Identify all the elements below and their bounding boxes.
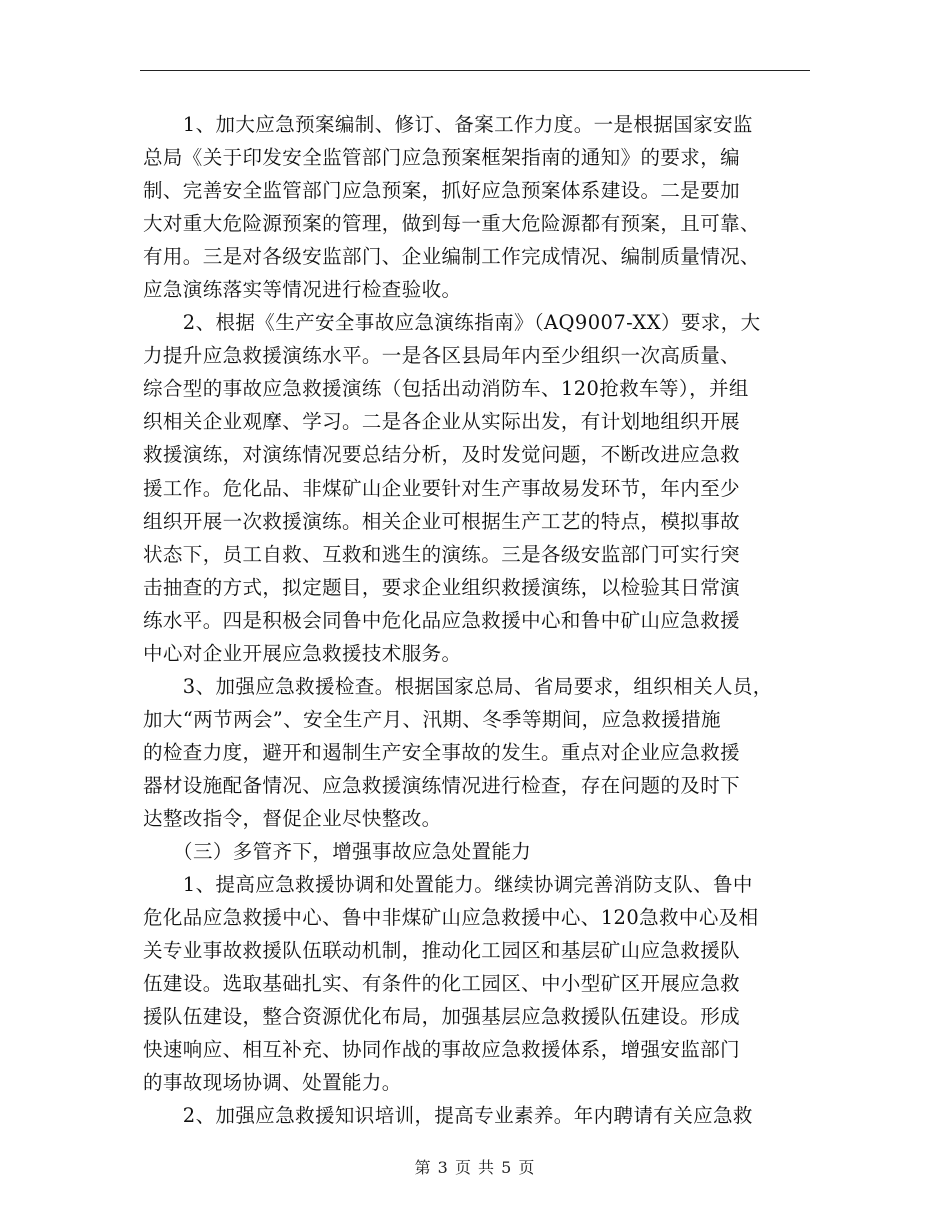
text-line: 达整改指令，督促企业尽快整改。 [143,806,442,830]
text-line: 击抽查的方式，拟定题目，要求企业组织救援演练，以检验其日常演 [143,575,741,599]
text-line: 1、加大应急预案编制、修订、备案工作力度。一是根据国家安监 [143,113,753,136]
text-line: 援队伍建设，整合资源优化布局，加强基层应急救援队伍建设。形成 [143,1005,741,1029]
text-line: 应急演练落实等情况进行检查验收。 [143,278,462,302]
text-line: 3、加强应急救援检查。根据国家总局、省局要求，组织相关人员， [143,674,773,698]
text-line: 的检查力度，避开和遏制生产安全事故的发生。重点对企业应急救援 [143,740,741,764]
text-line: 状态下，员工自救、互救和逃生的演练。三是各级安监部门可实行突 [143,542,741,566]
text-line: 组织开展一次救援演练。相关企业可根据生产工艺的特点，模拟事故 [143,509,741,533]
text-line: 2、根据《生产安全事故应急演练指南》（AQ9007-XX）要求，大 [143,311,761,335]
text-line: 练水平。四是积极会同鲁中危化品应急救援中心和鲁中矿山应急救援 [143,608,741,632]
section-heading: （三）多管齐下，增强事故应急处置能力 [143,840,532,864]
text-line: 伍建设。选取基础扎实、有条件的化工园区、中小型矿区开展应急救 [143,972,741,996]
header-rule [140,70,810,71]
body-text [143,108,823,1132]
text-line: 有用。三是对各级安监部门、企业编制工作完成情况、编制质量情况、 [143,245,760,269]
text-line: 综合型的事故应急救援演练（包括出动消防车、120抢救车等），并组 [143,377,749,401]
text-line: 救援演练，对演练情况要总结分析，及时发觉问题，不断改进应急救 [143,443,741,467]
page-number-footer: 第 3 页 共 5 页 [414,1158,536,1177]
text-line: 中心对企业开展应急救援技术服务。 [143,641,462,665]
text-line: 总局《关于印发安全监管部门应急预案框架指南的通知》的要求，编 [143,146,741,170]
text-line: 的事故现场协调、处置能力。 [143,1071,402,1095]
text-line: 关专业事故救援队伍联动机制，推动化工园区和基层矿山应急救援队 [143,939,741,963]
text-line: 危化品应急救援中心、鲁中非煤矿山应急救援中心、120急救中心及相 [143,906,759,930]
text-line: 器材设施配备情况、应急救援演练情况进行检查，存在问题的及时下 [143,773,741,797]
text-line: 织相关企业观摩、学习。二是各企业从实际出发，有计划地组织开展 [143,410,741,434]
text-line: 加大“两节两会”、安全生产月、汛期、冬季等期间，应急救援措施 [143,707,721,731]
text-line: 快速响应、相互补充、协同作战的事故应急救援体系，增强安监部门 [143,1038,741,1062]
text-line: 援工作。危化品、非煤矿山企业要针对生产事故易发环节，年内至少 [143,476,741,500]
text-line: 大对重大危险源预案的管理，做到每一重大危险源都有预案，且可靠、 [143,212,760,236]
text-line: 2、加强应急救援知识培训，提高专业素养。年内聘请有关应急救 [143,1104,753,1128]
text-line: 1、提高应急救援协调和处置能力。继续协调完善消防支队、鲁中 [143,873,753,897]
text-line: 制、完善安全监管部门应急预案，抓好应急预案体系建设。二是要加 [143,179,741,203]
text-line: 力提升应急救援演练水平。一是各区县局年内至少组织一次高质量、 [143,344,741,368]
